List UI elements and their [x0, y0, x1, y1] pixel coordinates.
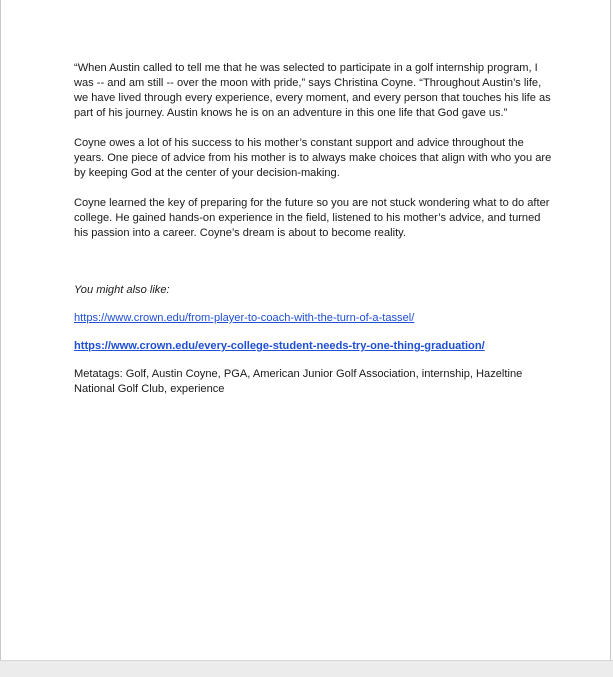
related-link-1[interactable]: https://www.crown.edu/from-player-to-coach-with-the-turn-of-a-tassel/ — [74, 312, 415, 324]
future-paragraph: Coyne learned the key of preparing for the future so you are not stuck wondering what to do after college. He gained hands-on experience in the field, listened to his mother’s advice, and turned his passion into a career. Coyne’s dream is about to become reality. — [74, 197, 550, 239]
quote-lead: “When Austin called to tell me — [74, 62, 221, 74]
advice-paragraph: Coyne owes a lot of his success to his mother’s constant support and advice throughout the years. One piece of advice from his mother is to always make choices that align with who you are by keeping God at the center of your decision-making. — [74, 137, 552, 179]
document-body — [74, 61, 554, 397]
quote-rest: that he was selected to participate in a golf internship program, I was -- and am still -- over the moon with pride,” says Christina Coyne. “Throughout Austin’s life, we have lived through every experience, every moment, and every person that touches his life as part of his journey. Austin knows he is on an adventure in this one life that God gave us.” — [74, 62, 551, 119]
page-bottom-edge — [0, 660, 613, 677]
also-like-label: You might also like: — [74, 284, 170, 296]
metatags-paragraph: Metatags: Golf, Austin Coyne, PGA, American Junior Golf Association, internship, Hazeltine National Golf Club, experience — [74, 368, 523, 395]
quote-paragraph — [74, 61, 554, 121]
related-link-2-line — [74, 339, 554, 354]
related-link-1-line — [74, 311, 554, 326]
related-link-2[interactable]: https://www.crown.edu/every-college-student-needs-try-one-thing-graduation/ — [74, 340, 485, 352]
